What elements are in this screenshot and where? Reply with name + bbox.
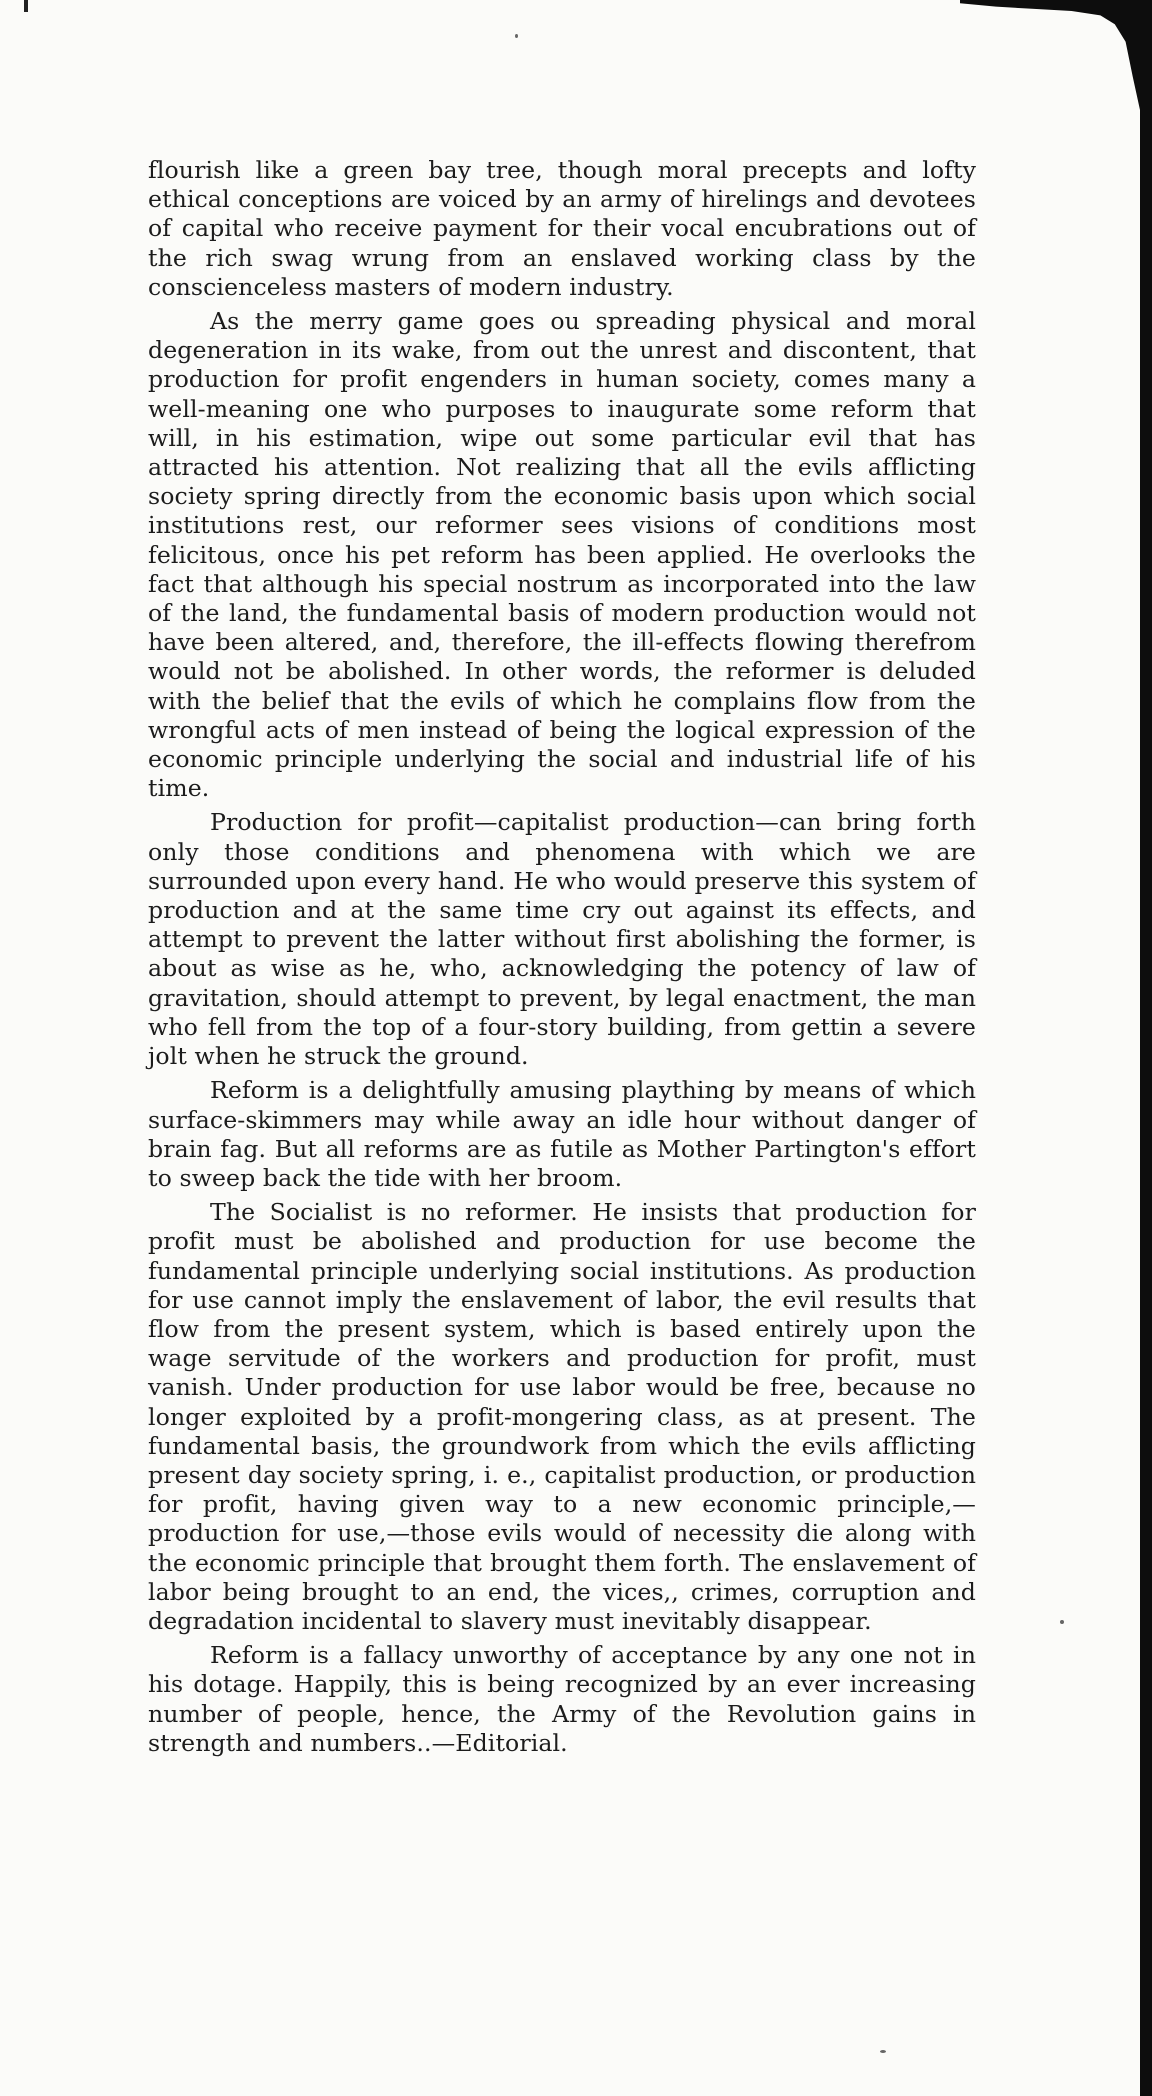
paragraph-5: The Socialist is no reformer. He insists that production for profit must be abolished and production for use become the fundamental principle underlying social institutions. As production for use cannot imply the enslavement of labor, the evil results that flow from the present system, which is based entirely upon the wage servitude of the workers and production for profit, must vanish. Under production for use labor would be free, because no longer exploited by a profit-mongering class, as at present. The fundamental basis, the groundwork from which the evils afflicting present day society spring, i. e., capitalist production, or production for profit, having given way to a new economic principle,—production for use,—those evils would of necessity die along with the economic principle that brought them forth. The enslavement of labor being brought to an end, the vices,, crimes, corruption and degradation incidental to slavery must inevitably disappear. (148, 1198, 976, 1635)
paragraph-3: Production for profit—capitalist production—can bring forth only those conditions and phenomena with which we are surrounded upon every hand. He who would preserve this system of production and at the same time cry out against its effects, and attempt to prevent the latter without first abolishing the former, is about as wise as he, who, acknowledging the potency of law of gravitation, should attempt to prevent, by legal enactment, the man who fell from the top of a four-story building, from gettin a severe jolt when he struck the ground. (148, 808, 976, 1071)
paragraph-6: Reform is a fallacy unworthy of acceptance by any one not in his dotage. Happily, this is being recognized by an ever increasing number of people, hence, the Army of the Revolution gains in strength and numbers..—Editorial. (148, 1641, 976, 1757)
paragraph-1: flourish like a green bay tree, though moral precepts and lofty ethical conceptions are voiced by an army of hirelings and devotees of capital who receive payment for their vocal encubrations out of the rich swag wrung from an enslaved working class by the conscienceless masters of modern industry. (148, 156, 976, 301)
scan-speck (1060, 1620, 1064, 1624)
paragraph-4: Reform is a delightfully amusing plaything by means of which surface-skimmers may while away an idle hour without danger of brain fag. But all reforms are as futile as Mother Partington's effort to sweep back the tide with her broom. (148, 1076, 976, 1192)
paragraph-2: As the merry game goes ou spreading physical and moral degeneration in its wake, from out the unrest and discontent, that production for profit engenders in human society, comes many a well-meaning one who purposes to inaugurate some reform that will, in his estimation, wipe out some particular evil that has attracted his attention. Not realizing that all the evils afflicting society spring directly from the economic basis upon which social institutions rest, our reformer sees visions of conditions most felicitous, once his pet reform has been applied. He overlooks the fact that although his special nostrum as incorporated into the law of the land, the fundamental basis of modern production would not have been altered, and, therefore, the ill-effects flowing therefrom would not be abolished. In other words, the reformer is deluded with the belief that the evils of which he complains flow from the wrongful acts of men instead of being the logical expression of the economic principle underlying the social and industrial life of his time. (148, 307, 976, 803)
scan-speck (880, 2050, 886, 2053)
scan-speck (515, 34, 518, 38)
scan-edge-mark (24, 0, 28, 12)
editorial-article (148, 156, 976, 1763)
torn-corner (960, 0, 1140, 110)
